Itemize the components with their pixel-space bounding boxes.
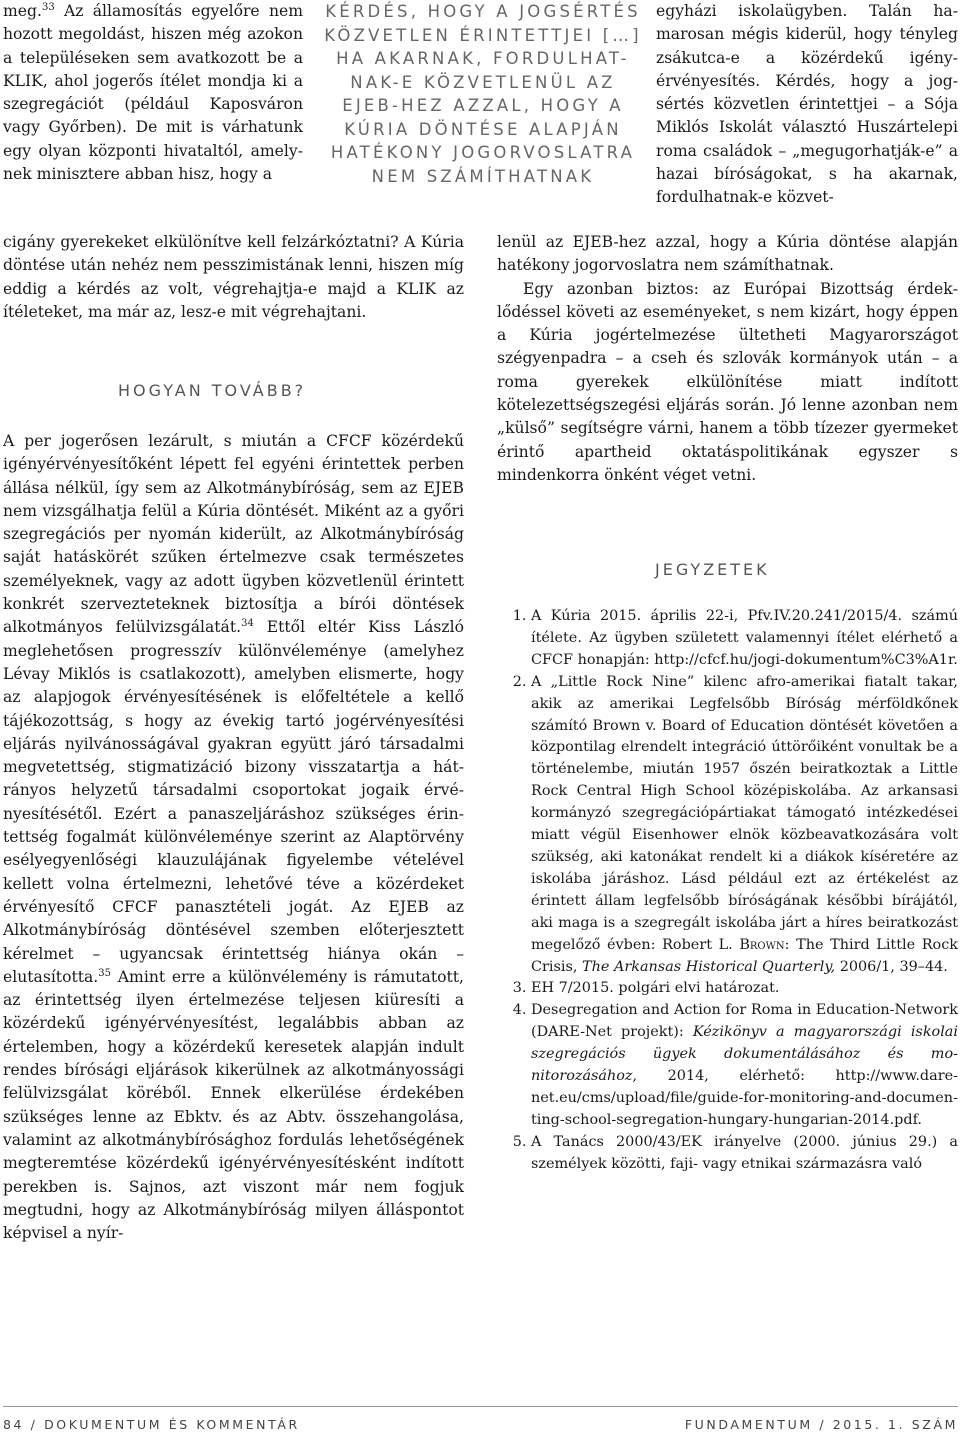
pull-quote bbox=[318, 0, 648, 188]
note-text: A Kúria 2015. április 22-i, Pfv.IV.20.241/2015/4. számú ítélete. Az ügyben született valamennyi ítélet elérhető a CFCF honapján: http://cfcf.hu/jogi-dokumentum%C3%A1r. bbox=[531, 608, 958, 668]
left-column-continuation bbox=[3, 231, 464, 324]
note-item bbox=[531, 672, 958, 979]
text: A per jogerősen lezárult, s miután a CFCF közérdekű igényérvényesítőként lépett fel egyéni érintettek perben állása nélkül, így sem az Alkotmánybíróság, sem az EJEB nem vizsgálhatja felül a Kúria döntését. Miként az a győri szegregációs per nyomán kiderült, az Alkotmánybíróság saját hatáskörét szűken értelmezve csak természetes személyeknek, vagy az adott ügyben közvetlenül érintett konkrét szervezteteknek biztosítja a bírói döntések alkotmányos felülvizsgálatát. bbox=[3, 432, 464, 637]
author-name: Brown bbox=[739, 936, 785, 953]
footnotes bbox=[497, 606, 958, 1176]
paragraph: egyházi iskolaügyben. Talán hamarosan mégis kiderül, hogy tényleg zsákutca-e a közérdekű igényérvényesítés. Kérdés, hogy a jogsértés közvetlen érintettjei – a Sója Miklós Iskolát választó Huszártelepi roma családok – „megugorhatják-e” a hazai bíróságokat, s ha akarnak, fordulhatnak-e közvet- bbox=[656, 2, 958, 207]
paragraph: cigány gyerekeket elkülönítve kell felzárkóztatni? A Kúria döntése után nehéz nem pesszimistának lenni, hiszen míg eddig a kérdés az volt, végrehajtja-e majd a KLIK az ítéleteket, ma már az, lesz-e mit végrehajtani. bbox=[3, 233, 464, 321]
footer-divider bbox=[3, 1406, 958, 1407]
text: meg. bbox=[3, 2, 42, 20]
pull-quote-line: HA AKARNAK, FORDULHAT- bbox=[336, 49, 630, 68]
section-heading-hogyan-tovabb: HOGYAN TOVÁBB? bbox=[118, 381, 307, 400]
right-column-top bbox=[656, 0, 958, 210]
left-column-main bbox=[3, 430, 464, 1245]
text: Amint erre a különvélemény is rámutatott, az érintettség ilyen értelmezése teljesen kiüresíti a közérdekű igényérvényesítést, legalábbis abban az értelemben, hogy a közérdekű keresetek alapján indult rendes bírósági eljárások kikerülnek az alkotmányossági felülvizsgálat köréből. Ennek elkerülése érdekében szükséges lenne az Ebktv. és az Abtv. összehangolása, valamint az alkotmánybírósághoz fordulás lehetőségének megteremtése közérdekű igényérvényesítésként indított perekben is. Sajnos, azt viszont már nem fogjuk megtudni, hogy az Alkotmánybíróság milyen álláspontot képvisel a nyír- bbox=[3, 967, 464, 1243]
journal-title: The Arkansas Historical Quarterly, bbox=[582, 958, 836, 975]
note-text: A „Little Rock Nine” kilenc afro-amerikai fiatalt takar, akik az amerikai Legfelsőbb Bíróság mérföldkőnek számító Brown v. Board of Education döntését követően a központilag elrendelt integráció úttörőiként vonultak be a történelembe, miután 1957 őszén beiratkoztak a Little Rock Central High School középiskolába. Az arkansasi kormányzó szegregációpártiakat támogató intézkedései miatt végül Eisenhower elnök közbeavatkozására volt szükség, aki katonákat rendelt ki a diákok kíséretére az iskolába járáshoz. Lásd például ezt az értékelést az érintett állam legfelsőbb bíróságának későbbi bírájától, aki maga is a szegregált iskolába járt a híres beiratkozást megelőző évben: Robert L. bbox=[531, 673, 958, 953]
note-item bbox=[531, 1000, 958, 1131]
note-item bbox=[531, 978, 958, 1000]
pull-quote-line: KÖZVETLEN ÉRINTETTJEI […] bbox=[324, 25, 642, 45]
paragraph: lenül az EJEB-hez azzal, hogy a Kúria döntése alapján hatékony jogorvoslatra nem számíthatnak. bbox=[497, 233, 958, 275]
paragraph: Egy azonban biztos: az Európai Bizottság érdeklődéssel követi az eseményeket, s nem kizárt, hogy éppen a Kúria jogértelmezése ültetheti Magyarországot szégyenpadra – a cseh és szlovák kormányok után – a roma gyerekek elkülönítése miatt indított kötelezettségszegési eljárás során. Jó lenne azonban nem „külső” segítségre várni, hanem a több tízezer gyermeket érintő apartheid oktatáspolitikának egyszer s mindenkorra önként véget vetni. bbox=[497, 279, 958, 484]
note-text: Desegregation and Action for Roma in Education-Network (DARE-Net projekt): bbox=[531, 1002, 958, 1041]
note-item bbox=[531, 606, 958, 672]
pull-quote-line: NEM SZÁMÍTHATNAK bbox=[371, 166, 595, 186]
section-heading-jegyzetek: JEGYZETEK bbox=[655, 560, 770, 579]
note-text: : The Third Little Rock Crisis, bbox=[531, 936, 958, 975]
book-title: Kézikönyv a magyarországi iskolai szegregációs ügyek dokumentálásához és monitorozásához bbox=[531, 1024, 958, 1085]
note-text: 2006/1, 39–44. bbox=[835, 958, 948, 975]
pull-quote-line: KÉRDÉS, HOGY A JOGSÉRTÉS bbox=[325, 2, 641, 21]
paragraph bbox=[3, 0, 303, 186]
footnote-ref-35: 35 bbox=[98, 967, 111, 979]
right-column-main bbox=[497, 231, 958, 487]
text: Az államosítás egyelőre nem hozott megoldást, hiszen még azokon a településeken sem avatkozott be a KLIK, ahol jogerős ítélet mondja ki a szegregációt (például Kaposváron vagy Győrben). De mit is várhatunk egy olyan központi hivataltól, amelynek minisztere abban hisz, hogy a bbox=[3, 2, 303, 184]
pull-quote-line: HATÉKONY JOGORVOSLATRA bbox=[330, 143, 636, 162]
note-item bbox=[531, 1132, 958, 1176]
pull-quote-line: KÚRIA DÖNTÉSE ALAPJÁN bbox=[344, 119, 622, 139]
pull-quote-line: NAK-E KÖZVETLENÜL AZ bbox=[350, 72, 616, 92]
note-text: A Tanács 2000/43/EK irányelve (2000. június 29.) a személyek közötti, faji- vagy etnikai származásra való bbox=[531, 1133, 958, 1172]
pull-quote-line: EJEB-HEZ AZZAL, HOGY A bbox=[342, 96, 624, 115]
footer-right: FUNDAMENTUM / 2015. 1. SZÁM bbox=[684, 1417, 958, 1432]
paragraph bbox=[3, 430, 464, 1245]
footer-left: 84 / DOKUMENTUM ÉS KOMMENTÁR bbox=[3, 1417, 300, 1432]
note-text: , 2014, elérhető: http://www.dare-net.eu/cms/upload/file/guide-for-monitoring-and-documenting-school-segregation-hungary-hungarian-2014.pdf. bbox=[531, 1068, 958, 1128]
note-text: EH 7/2015. polgári elvi határozat. bbox=[531, 980, 780, 997]
footnote-ref-33: 33 bbox=[41, 1, 55, 13]
left-column-top bbox=[3, 0, 303, 186]
footnote-ref-34: 34 bbox=[241, 618, 254, 630]
text: Ettől eltér Kiss László meglehetősen progresszív különvéleménye (amelyhez Lévay Miklós is csatlakozott), amelyben elismerte, hogy az alapjogok érvényesítésének is előfeltétele a kellő tájékozottság, s hogy az évekig tartó jogérvényesítési eljárás nyilvánosságával gyakran együtt járó társadalmi megvetettség, stigmatizáció bizony visszatartja a hátrányos helyzetű társadalmi csoportokat jogaik érvényesítésétől. Ezért a panaszeljáráshoz szükséges érintettség fogalmát különvéleménye szerint az Alaptörvény esélyegyenlőségi klauzulájának figyelembe vételével kellett volna értelmezni, lehetővé téve a közérdeket érvényesítő CFCF panasztételi jogát. Az EJEB az Alkotmánybíróság döntésével szemben előterjesztett kérelmet – ugyancsak érintettség hiánya okán – elutasította. bbox=[3, 618, 464, 986]
